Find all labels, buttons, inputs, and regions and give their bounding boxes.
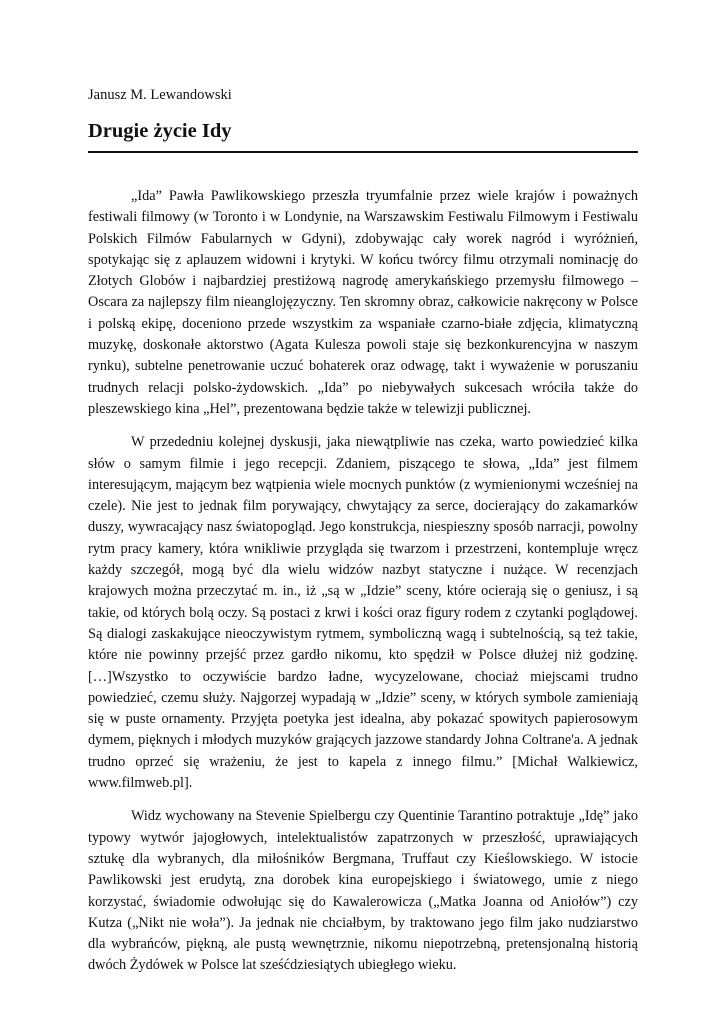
paragraph-3: Widz wychowany na Stevenie Spielbergu czy Quentinie Tarantino potraktuje „Idę” jako typowy wytwór jajogłowych, intelektualistów zapatrzonych w przeszłość, uprawiających sztukę dla wybranych, dla miłośników Bergmana, Truffaut czy Kieślowskiego. W istocie Pawlikowski jest erudytą, zna dorobek kina europejskiego i światowego, umie z niego korzystać, świadomie odwołując się do Kawalerowicza („Matka Joanna od Aniołów”) czy Kutza („Nikt nie woła”). Ja jednak nie chciałbym, by traktowano jego film jako nudziarstwo dla wybrańców, piękną, ale pustą wewnętrznie, nikomu niepotrzebną, pretensjonalną historią dwóch Żydówek w Polsce lat sześćdziesiątych ubiegłego wieku. <box>88 808 638 974</box>
article-body <box>88 186 638 989</box>
article-title: Drugie życie Idy <box>88 120 232 142</box>
title-divider <box>88 151 638 153</box>
author-name: Janusz M. Lewandowski <box>88 87 232 103</box>
paragraph-2: W przededniu kolejnej dyskusji, jaka niewątpliwie nas czeka, warto powiedzieć kilka słów o samym filmie i jego recepcji. Zdaniem, piszącego te słowa, „Ida” jest filmem interesującym, mającym bez wątpienia wiele mocnych punktów (z wymienionymi wcześniej na czele). Nie jest to jednak film porywający, chwytający za serce, docierający do zakamarków duszy, wywracający nasz światopogląd. Jego konstrukcja, niespieszny sposób narracji, powolny rytm pracy kamery, która wnikliwie przygląda się twarzom i przestrzeni, kontempluje wręcz każdy szczegół, mogą być dla wielu widzów nazbyt statyczne i nużące. W recenzjach krajowych można przeczytać m. in., iż „są w „Idzie” sceny, które ocierają się o geniusz, i są takie, od których bolą oczy. Są postaci z krwi i kości oraz figury rodem z czytanki poglądowej. Są dialogi zaskakujące nieoczywistym rytmem, symboliczną wagą i subtelnością, są też takie, które nie powinny przejść przez gardło nikomu, kto spędził w Polsce dłużej niż godzinę. […]Wszystko to oczywiście bardzo ładne, wycyzelowane, chociaż miejscami trudno powiedzieć, czemu służy. Najgorzej wypadają w „Idzie” sceny, w których symbole zamieniają się w puste ornamenty. Przyjęta poetyka jest idealna, aby pokazać spowitych papierosowym dymem, pięknych i młodych muzyków grających jazzowe standardy Johna Coltrane'a. A jednak trudno oprzeć się wrażeniu, że jest to kapela z innego filmu.” [Michał Walkiewicz, www.filmweb.pl]. <box>88 434 638 792</box>
paragraph-1: „Ida” Pawła Pawlikowskiego przeszła tryumfalnie przez wiele krajów i poważnych festiwali filmowy (w Toronto i w Londynie, na Warszawskim Festiwalu Filmowym i Festiwalu Polskich Filmów Fabularnych w Gdyni), zdobywając cały worek nagród i wyróżnień, spotykając się z aplauzem widowni i krytyki. W końcu twórcy filmu otrzymali nominację do Złotych Globów i najbardziej prestiżową nagrodę amerykańskiego przemysłu filmowego – Oscara za najlepszy film nieanglojęzyczny. Ten skromny obraz, całkowicie nakręcony w Polsce i polską ekipę, doceniono przede wszystkim za wspaniałe czarno-białe zdjęcia, klimatyczną muzykę, doskonałe aktorstwo (Agata Kulesza powoli staje się bezkonkurencyjna w naszym rynku), subtelne penetrowanie uczuć bohaterek oraz odwagę, takt i wyważenie w poruszaniu trudnych relacji polsko-żydowskich. „Ida” po niebywałych sukcesach wróciła także do pleszewskiego kina „Hel”, prezentowana będzie także w telewizji publicznej. <box>88 188 638 417</box>
